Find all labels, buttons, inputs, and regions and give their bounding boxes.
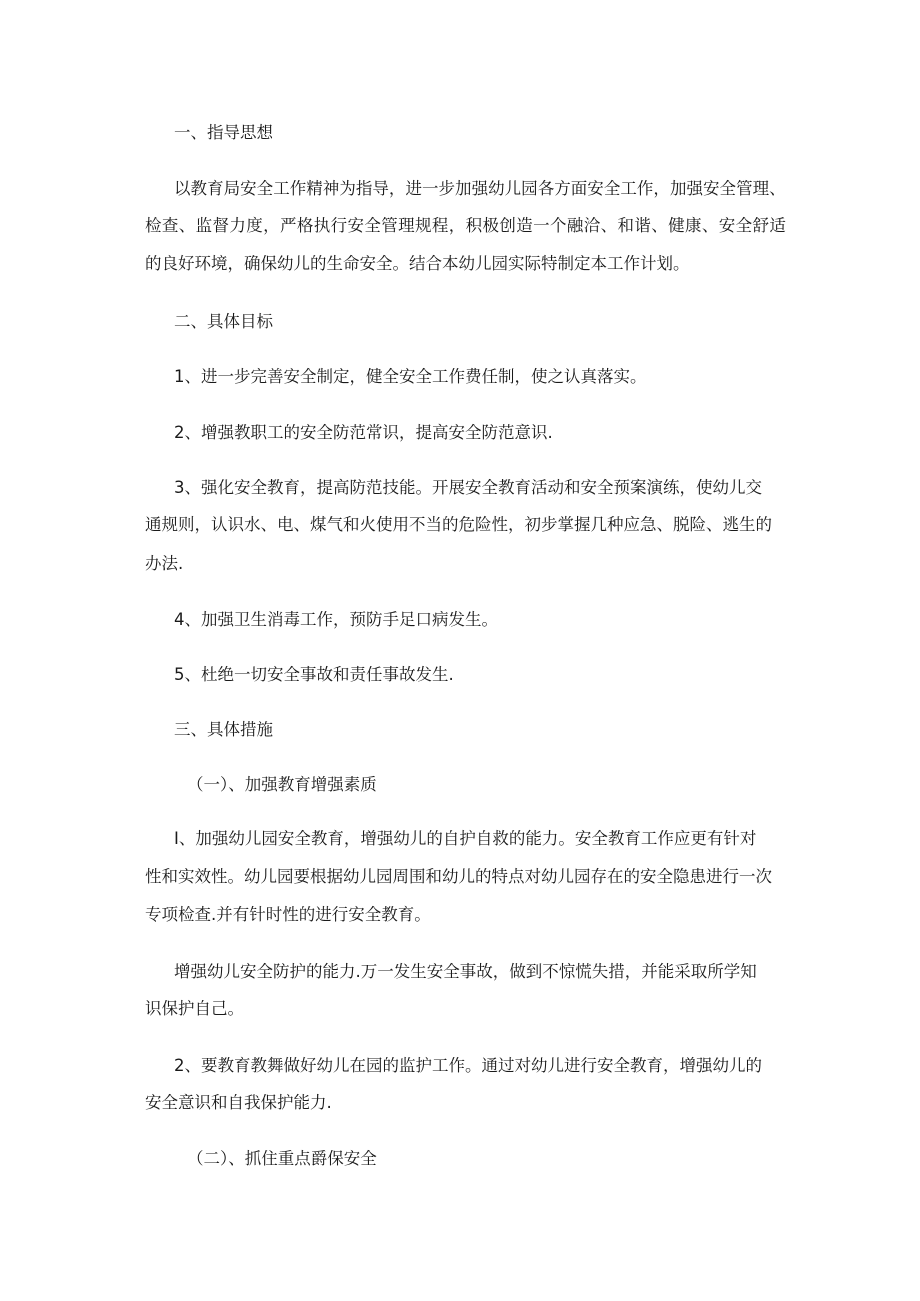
paragraph-line: 增强幼儿安全防护的能力.万一发生安全事故，做到不惊慌失措，并能采取所学知	[174, 962, 757, 981]
list-item-continuation: 办法.	[145, 554, 184, 573]
section-heading-guiding-ideology: 一、指导思想	[174, 123, 273, 142]
paragraph-line: 识保护自己。	[145, 999, 244, 1018]
subsection-heading: （一）、加强教育增强素质	[187, 775, 377, 794]
list-item: 2、增强教职工的安全防范常识，提高安全防范意识.	[174, 423, 553, 442]
paragraph-line: 安全意识和自我保护能力.	[145, 1093, 332, 1112]
paragraph-line: 2、要教育教舞做好幼儿在园的监护工作。通过对幼儿进行安全教育，增强幼儿的	[174, 1056, 762, 1075]
paragraph-line: 检 查 、 监 督 力 度 ， 严 格 执 行 安 全 管 理 规 程 ， 积 极 创 造 一 个 融 洽 、 和 谐 、 健 康 、 安 全 舒 适	[145, 216, 786, 235]
list-item: 5、杜绝一切安全事故和责任事故发生.	[174, 665, 454, 684]
paragraph-line: 专项检查.并有针时性的进行安全教育。	[145, 905, 431, 924]
list-item: 4、加强卫生消毒工作，预防手足口病发生。	[174, 610, 498, 629]
subsection-heading: （二）、抓住重点爵保安全	[187, 1149, 377, 1168]
paragraph-line: I、加强幼儿园安全教育，增强幼儿的自护自救的能力。安全教育工作应更有针对	[174, 829, 757, 848]
paragraph-line: 以 教 育 局 安 全 工 作 精 神 为 指 导 ， 进 一 步 加 强 幼 儿 园 各 方 面 安 全 工 作 ， 加 强 安 全 管 理 、	[174, 179, 786, 198]
section-heading-specific-measures: 三、具体措施	[174, 720, 273, 739]
list-item: 1、进一步完善安全制定，健全安全工作费任制，使之认真落实。	[174, 367, 647, 386]
paragraph-line: 的良好环境，确保幼儿的生命安全。结合本幼儿园实际特制定本工作计划。	[145, 254, 690, 273]
list-item-continuation: 通规则，认识水、电、煤气和火使用不当的危险性，初步掌握几种应急、脱险、逃生的	[145, 515, 772, 534]
section-heading-specific-goals: 二、具体目标	[174, 312, 273, 331]
paragraph-line: 性和实效性。幼儿园要根据幼儿园周围和幼儿的特点对幼儿园存在的安全隐患进行一次	[145, 867, 772, 886]
list-item: 3、强化安全教育，提高防范技能。开展安全教育活动和安全预案演练，使幼儿交	[174, 478, 762, 497]
